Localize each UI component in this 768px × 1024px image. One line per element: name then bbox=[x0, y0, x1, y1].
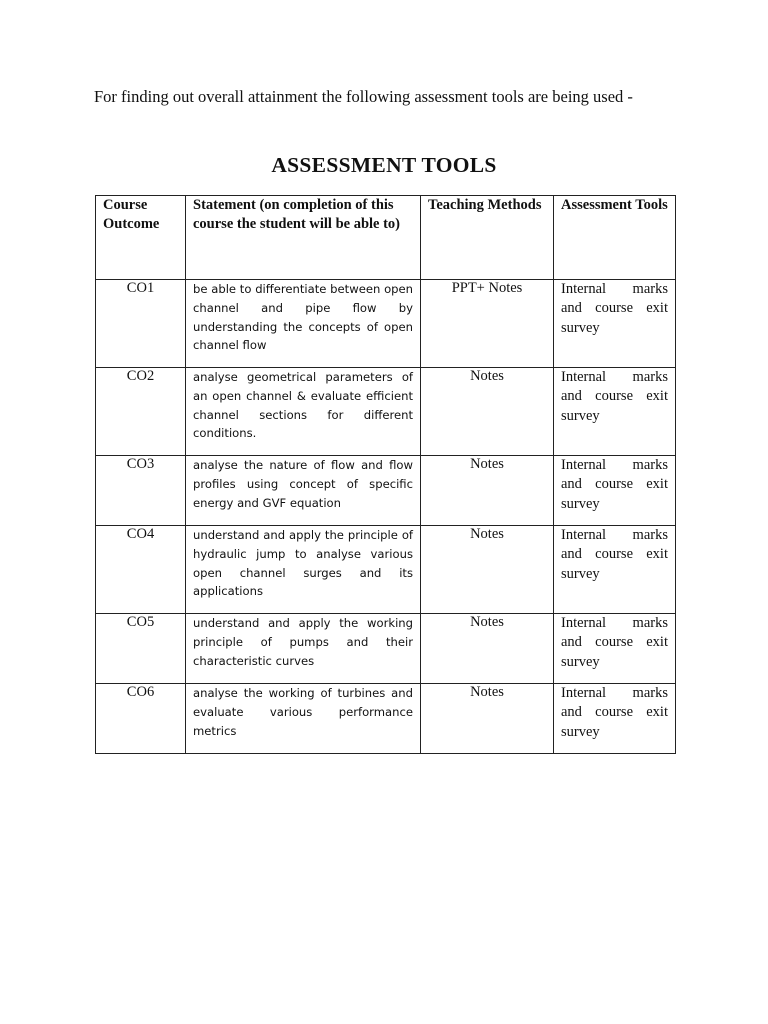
statement-cell: understand and apply the working principle of pumps and their characteristic curves bbox=[186, 614, 421, 684]
header-course-outcome: Course Outcome bbox=[96, 196, 186, 280]
assessment-tool-cell: Internal marks and course exit survey bbox=[554, 456, 676, 526]
teaching-method-cell: Notes bbox=[421, 526, 554, 614]
intro-paragraph: For finding out overall attainment the following assessment tools are being used - bbox=[94, 87, 633, 106]
table-header-row bbox=[96, 196, 676, 280]
teaching-method-cell: Notes bbox=[421, 614, 554, 684]
teaching-method-cell: Notes bbox=[421, 684, 554, 754]
teaching-method-cell: Notes bbox=[421, 368, 554, 456]
table-row bbox=[96, 684, 676, 754]
page-title: ASSESSMENT TOOLS bbox=[271, 153, 497, 177]
table-row bbox=[96, 280, 676, 368]
assessment-tool-cell: Internal marks and course exit survey bbox=[554, 684, 676, 754]
table-row bbox=[96, 526, 676, 614]
header-statement: Statement (on completion of this course the student will be able to) bbox=[186, 196, 421, 280]
table-row bbox=[96, 456, 676, 526]
assessment-tool-cell: Internal marks and course exit survey bbox=[554, 614, 676, 684]
assessment-tools-table bbox=[95, 195, 676, 754]
course-outcome-cell: CO4 bbox=[96, 526, 186, 614]
table-row bbox=[96, 614, 676, 684]
table-row bbox=[96, 368, 676, 456]
course-outcome-cell: CO3 bbox=[96, 456, 186, 526]
assessment-tool-cell: Internal marks and course exit survey bbox=[554, 526, 676, 614]
teaching-method-cell: PPT+ Notes bbox=[421, 280, 554, 368]
statement-cell: analyse the nature of flow and flow profiles using concept of specific energy and GVF equation bbox=[186, 456, 421, 526]
header-teaching-methods: Teaching Methods bbox=[421, 196, 554, 280]
teaching-method-cell: Notes bbox=[421, 456, 554, 526]
course-outcome-cell: CO1 bbox=[96, 280, 186, 368]
statement-cell: analyse the working of turbines and evaluate various performance metrics bbox=[186, 684, 421, 754]
assessment-tool-cell: Internal marks and course exit survey bbox=[554, 368, 676, 456]
course-outcome-cell: CO5 bbox=[96, 614, 186, 684]
statement-cell: understand and apply the principle of hydraulic jump to analyse various open channel surges and its applications bbox=[186, 526, 421, 614]
statement-cell: analyse geometrical parameters of an open channel & evaluate efficient channel sections for different conditions. bbox=[186, 368, 421, 456]
header-assessment-tools: Assessment Tools bbox=[554, 196, 676, 280]
assessment-tool-cell: Internal marks and course exit survey bbox=[554, 280, 676, 368]
course-outcome-cell: CO2 bbox=[96, 368, 186, 456]
statement-cell: be able to differentiate between open channel and pipe flow by understanding the concepts of open channel flow bbox=[186, 280, 421, 368]
course-outcome-cell: CO6 bbox=[96, 684, 186, 754]
